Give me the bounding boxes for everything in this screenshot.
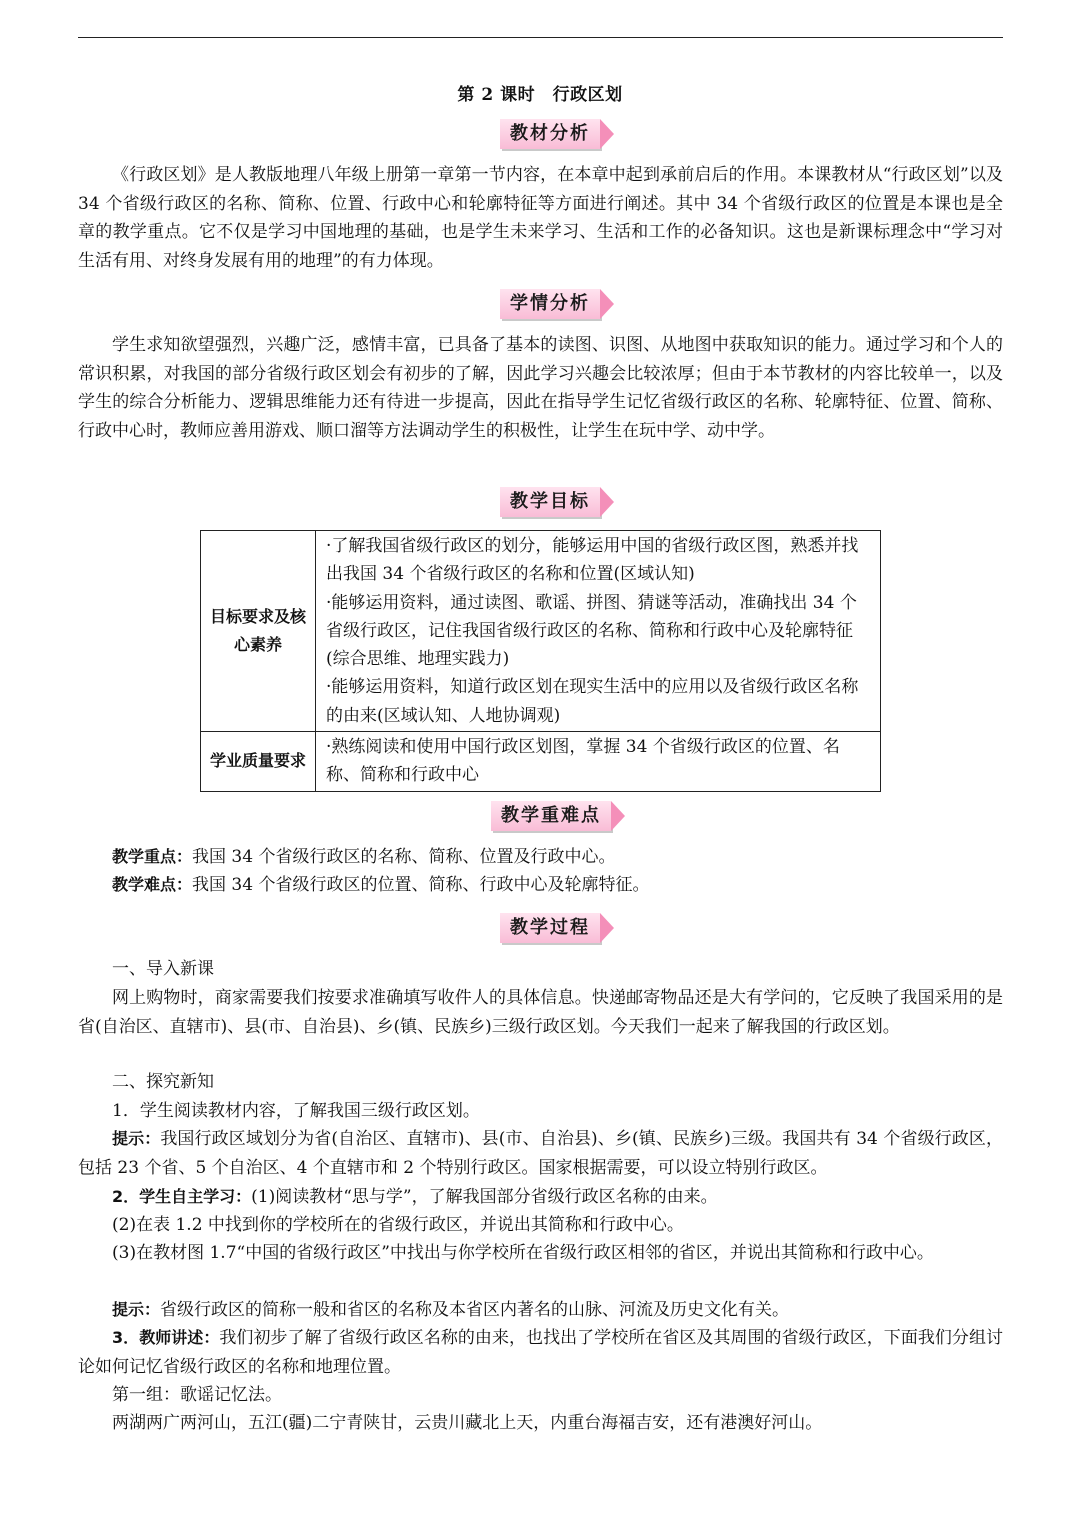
table-row xyxy=(201,531,881,732)
section-badge-process xyxy=(500,913,614,943)
section-badge-learning xyxy=(500,289,614,319)
section-badge-goals xyxy=(500,487,614,517)
focus-text: 我国 34 个省级行政区的名称、简称、位置及行政中心。 xyxy=(192,847,616,867)
section-label: 教学重难点 xyxy=(491,801,611,831)
quality-content-cell xyxy=(316,732,881,792)
badge-arrow-icon xyxy=(600,913,614,943)
section-label: 学情分析 xyxy=(500,289,600,319)
quality-item: ·熟练阅读和使用中国行政区划图，掌握 34 个省级行政区的位置、名称、简称和行政中心 xyxy=(326,737,840,786)
item2-sub2-line: (2)在表 1.2 中找到你的学校所在的省级行政区，并说出其简称和行政中心。 xyxy=(112,1215,684,1235)
hint1-paragraph xyxy=(78,1125,1003,1182)
group1-line: 第一组：歌谣记忆法。 xyxy=(112,1385,282,1405)
section-badge-key xyxy=(491,801,625,831)
focus-label: 教学重点： xyxy=(112,847,193,866)
song-line: 两湖两广两河山，五江(疆)二宁青陕甘，云贵川藏北上天，内重台海福吉安，还有港澳好河山。 xyxy=(112,1413,823,1433)
section-label: 教材分析 xyxy=(500,119,600,149)
item3-text: 我们初步了解了省级行政区名称的由来，也找出了学校所在省区及其周围的省级行政区，下面我们分组讨论如何记忆省级行政区的名称和地理位置。 xyxy=(78,1328,1003,1377)
goal-item: ·了解我国省级行政区的划分，能够运用中国的省级行政区图，熟悉并找出我国 34 个省级行政区的名称和位置(区域认知) xyxy=(326,536,859,585)
goal-item: ·能够运用资料，通过读图、歌谣、拼图、猜谜等活动，准确找出 34 个省级行政区，记住我国省级行政区的名称、简称和行政中心及轮廓特征(综合思维、地理实践力) xyxy=(326,592,857,670)
item2-line xyxy=(78,1183,1003,1212)
key-difficulty-line xyxy=(78,871,1003,900)
table-row xyxy=(201,732,881,792)
item3-paragraph xyxy=(78,1324,1003,1381)
header-rule xyxy=(78,37,1003,38)
goals-table xyxy=(200,530,881,792)
badge-arrow-icon xyxy=(600,289,614,319)
item2-sub3-paragraph: (3)在教材图 1.7“中国的省级行政区”中找出与你学校所在省级行政区相邻的省区，并说出其简称和行政中心。 xyxy=(112,1243,934,1263)
hint2-text: 省级行政区的简称一般和省区的名称及本省区内著名的山脉、河流及历史文化有关。 xyxy=(160,1300,790,1320)
quality-header-cell: 学业质量要求 xyxy=(201,732,316,792)
analysis-paragraph: 《行政区划》是人教版地理八年级上册第一章第一节内容，在本章中起到承前启后的作用。本课教材从“行政区划”以及 34 个省级行政区的名称、简称、位置、行政中心和轮廓特征等方面进行阐述。其中 34 个省级行政区的位置是本课也是全章的教学重点。它不仅是学习中国地理的基础，也是学生未来学习、生活和工作的必备知识。这也是新课标理念中“学习对生活有用、对终身发展有用的地理”的有力体现。 xyxy=(78,165,1003,271)
hint-label: 提示： xyxy=(112,1129,161,1148)
goals-content-cell xyxy=(316,531,881,732)
badge-arrow-icon xyxy=(611,801,625,831)
learning-paragraph: 学生求知欲望强烈，兴趣广泛，感情丰富，已具备了基本的读图、识图、从地图中获取知识的能力。通过学习和个人的常识积累，对我国的部分省级行政区划会有初步的了解，因此学习兴趣会比较浓厚；但由于本节教材的内容比较单一，以及学生的综合分析能力、逻辑思维能力还有待进一步提高，因此在指导学生记忆省级行政区的名称、轮廓特征、位置、简称、行政中心时，教师应善用游戏、顺口溜等方法调动学生的积极性，让学生在玩中学、动中学。 xyxy=(78,335,1003,441)
difficulty-label: 教学难点： xyxy=(112,875,193,894)
step1-paragraph: 网上购物时，商家需要我们按要求准确填写收件人的具体信息。快递邮寄物品还是大有学问的，它反映了我国采用的是省(自治区、直辖市)、县(市、自治县)、乡(镇、民族乡)三级行政区划。今天我们一起来了解我国的行政区划。 xyxy=(78,988,1003,1037)
hint-label: 提示： xyxy=(112,1300,161,1319)
item2-label: 2．学生自主学习： xyxy=(112,1187,252,1206)
hint2-line xyxy=(78,1296,1003,1325)
hint1-text: 我国行政区域划分为省(自治区、直辖市)、县(市、自治县)、乡(镇、民族乡)三级。我国共有 34 个省级行政区，包括 23 个省、5 个自治区、4 个直辖市和 2 个特别行政区。国家根据需要，可以设立特别行政区。 xyxy=(78,1129,1003,1178)
badge-arrow-icon xyxy=(600,487,614,517)
section-badge-analysis xyxy=(500,119,614,149)
item1-line: 1．学生阅读教材内容，了解我国三级行政区划。 xyxy=(112,1101,480,1121)
goal-item: ·能够运用资料，知道行政区划在现实生活中的应用以及省级行政区名称的由来(区域认知、人地协调观) xyxy=(326,677,859,726)
step2-title: 二、探究新知 xyxy=(112,1072,214,1092)
item3-label: 3．教师讲述： xyxy=(112,1328,220,1347)
difficulty-text: 我国 34 个省级行政区的位置、简称、行政中心及轮廓特征。 xyxy=(192,875,650,895)
step1-title: 一、导入新课 xyxy=(112,959,214,979)
item2-text: (1)阅读教材“思与学”，了解我国部分省级行政区名称的由来。 xyxy=(251,1187,718,1207)
page-title: 第 2 课时 行政区划 xyxy=(457,85,623,105)
key-focus-line xyxy=(78,843,1003,872)
badge-arrow-icon xyxy=(600,119,614,149)
section-label: 教学过程 xyxy=(500,913,600,943)
section-label: 教学目标 xyxy=(500,487,600,517)
goals-header-cell: 目标要求及核心素养 xyxy=(201,531,316,732)
